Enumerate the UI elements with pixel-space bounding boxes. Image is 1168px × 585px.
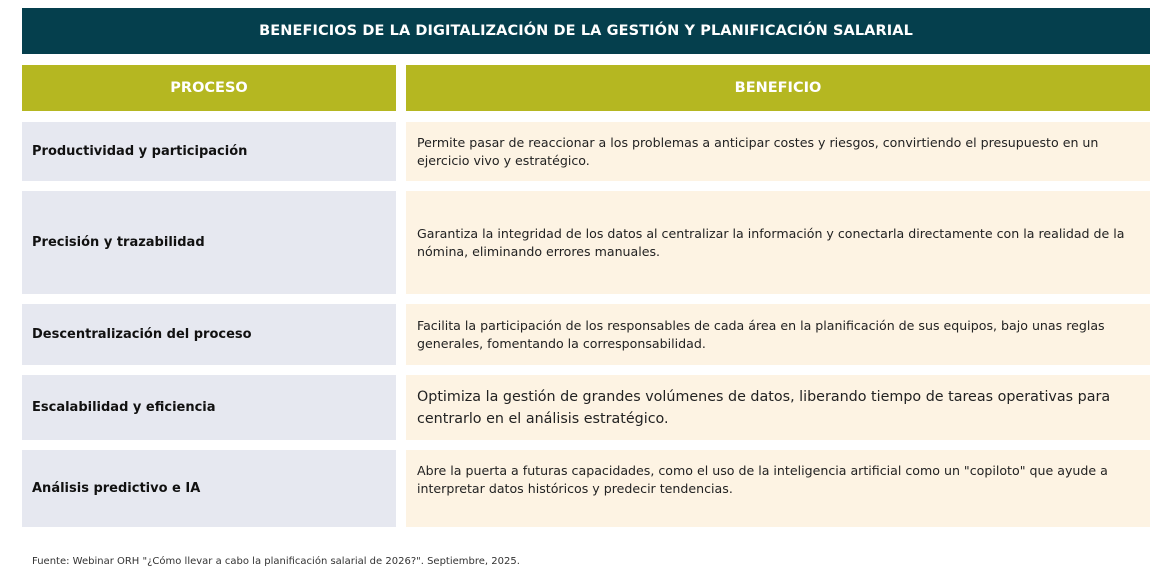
table-row bbox=[22, 450, 1150, 527]
benefit-cell: Optimiza la gestión de grandes volúmenes de datos, liberando tiempo de tareas operativas para centrarlo en el análisis estratégico. bbox=[406, 375, 1150, 440]
process-cell: Escalabilidad y eficiencia bbox=[22, 375, 396, 440]
process-cell: Análisis predictivo e IA bbox=[22, 450, 396, 527]
table-title: BENEFICIOS DE LA DIGITALIZACIÓN DE LA GESTIÓN Y PLANIFICACIÓN SALARIAL bbox=[22, 8, 1150, 54]
benefit-cell: Permite pasar de reaccionar a los problemas a anticipar costes y riesgos, convirtiendo el presupuesto en un ejercicio vivo y estratégico. bbox=[406, 122, 1150, 181]
source-note: Fuente: Webinar ORH "¿Cómo llevar a cabo la planificación salarial de 2026?". Septiembre, 2025. bbox=[32, 556, 520, 567]
table-row bbox=[22, 122, 1150, 181]
process-cell: Precisión y trazabilidad bbox=[22, 191, 396, 294]
benefit-cell: Facilita la participación de los responsables de cada área en la planificación de sus equipos, bajo unas reglas generales, fomentando la corresponsabilidad. bbox=[406, 304, 1150, 365]
benefit-cell: Abre la puerta a futuras capacidades, como el uso de la inteligencia artificial como un "copiloto" que ayude a interpretar datos históricos y predecir tendencias. bbox=[406, 450, 1150, 527]
benefit-cell: Garantiza la integridad de los datos al centralizar la información y conectarla directamente con la realidad de la nómina, eliminando errores manuales. bbox=[406, 191, 1150, 294]
table-row bbox=[22, 304, 1150, 365]
process-cell: Productividad y participación bbox=[22, 122, 396, 181]
process-cell: Descentralización del proceso bbox=[22, 304, 396, 365]
table-row bbox=[22, 375, 1150, 440]
column-header-process: PROCESO bbox=[22, 65, 396, 111]
table-row bbox=[22, 191, 1150, 294]
column-header-benefit: BENEFICIO bbox=[406, 65, 1150, 111]
